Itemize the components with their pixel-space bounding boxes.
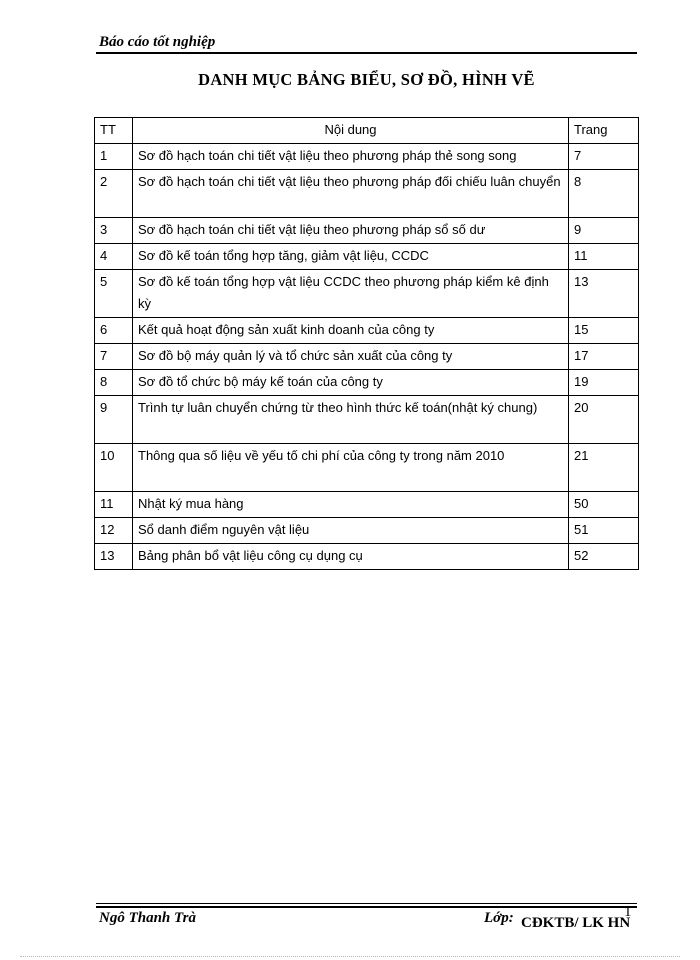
table-row (95, 344, 639, 370)
row-number: 8 (95, 370, 133, 396)
row-number: 3 (95, 218, 133, 244)
row-content: Sơ đồ kế toán tổng hợp vật liệu CCDC theo phương pháp kiểm kê định kỳ (133, 270, 569, 318)
header-rule (96, 52, 637, 54)
row-page: 9 (569, 218, 639, 244)
row-number: 12 (95, 518, 133, 544)
table-row (95, 492, 639, 518)
row-number: 1 (95, 144, 133, 170)
row-page: 17 (569, 344, 639, 370)
row-content: Trình tự luân chuyển chứng từ theo hình thức kế toán(nhật ký chung) (133, 396, 569, 444)
row-content: Thông qua số liệu về yếu tố chi phí của công ty trong năm 2010 (133, 444, 569, 492)
row-page: 21 (569, 444, 639, 492)
table-row (95, 370, 639, 396)
row-number: 6 (95, 318, 133, 344)
row-content: Sơ đồ hạch toán chi tiết vật liệu theo phương pháp đối chiếu luân chuyển (133, 170, 569, 218)
table-row (95, 396, 639, 444)
row-content: Sơ đồ hạch toán chi tiết vật liệu theo phương pháp thẻ song song (133, 144, 569, 170)
row-number: 13 (95, 544, 133, 570)
class-label: Lớp: (484, 910, 514, 926)
row-page: 15 (569, 318, 639, 344)
row-number: 7 (95, 344, 133, 370)
table-header-row (95, 118, 639, 144)
header-title: Báo cáo tốt nghiệp (99, 34, 216, 50)
row-content: Bảng phân bổ vật liệu công cụ dụng cụ (133, 544, 569, 570)
row-content: Sơ đồ hạch toán chi tiết vật liệu theo phương pháp sổ số dư (133, 218, 569, 244)
column-header-content: Nội dung (133, 118, 569, 144)
row-page: 20 (569, 396, 639, 444)
row-content: Sơ đồ tổ chức bộ máy kế toán của công ty (133, 370, 569, 396)
column-header-tt: TT (95, 118, 133, 144)
row-content: Nhật ký mua hàng (133, 492, 569, 518)
row-content: Sơ đồ bộ máy quản lý và tổ chức sản xuất của công ty (133, 344, 569, 370)
toc-table (94, 117, 639, 570)
footer-rule-thick (96, 906, 637, 908)
table-row (95, 218, 639, 244)
row-content: Sơ đồ kế toán tổng hợp tăng, giảm vật liệu, CCDC (133, 244, 569, 270)
row-number: 11 (95, 492, 133, 518)
row-page: 50 (569, 492, 639, 518)
table-row (95, 544, 639, 570)
row-page: 52 (569, 544, 639, 570)
row-content: Kết quả hoạt động sản xuất kinh doanh của công ty (133, 318, 569, 344)
page-number: 1 (624, 904, 632, 920)
table-row (95, 318, 639, 344)
class-value: CĐKTB/ LK HN (521, 915, 631, 931)
footer-rule-thin (96, 903, 637, 904)
row-number: 9 (95, 396, 133, 444)
column-header-page: Trang (569, 118, 639, 144)
table-row (95, 170, 639, 218)
row-number: 10 (95, 444, 133, 492)
row-page: 19 (569, 370, 639, 396)
table-row (95, 270, 639, 318)
table-row (95, 144, 639, 170)
table-row (95, 244, 639, 270)
row-content: Sổ danh điểm nguyên vật liệu (133, 518, 569, 544)
page-boundary (20, 956, 680, 957)
document-title: DANH MỤC BẢNG BIỂU, SƠ ĐỒ, HÌNH VẼ (198, 70, 535, 89)
row-page: 11 (569, 244, 639, 270)
row-number: 5 (95, 270, 133, 318)
row-number: 4 (95, 244, 133, 270)
row-page: 7 (569, 144, 639, 170)
row-page: 51 (569, 518, 639, 544)
row-page: 8 (569, 170, 639, 218)
table-row (95, 444, 639, 492)
row-page: 13 (569, 270, 639, 318)
author-name: Ngô Thanh Trà (99, 910, 196, 926)
row-number: 2 (95, 170, 133, 218)
table-row (95, 518, 639, 544)
